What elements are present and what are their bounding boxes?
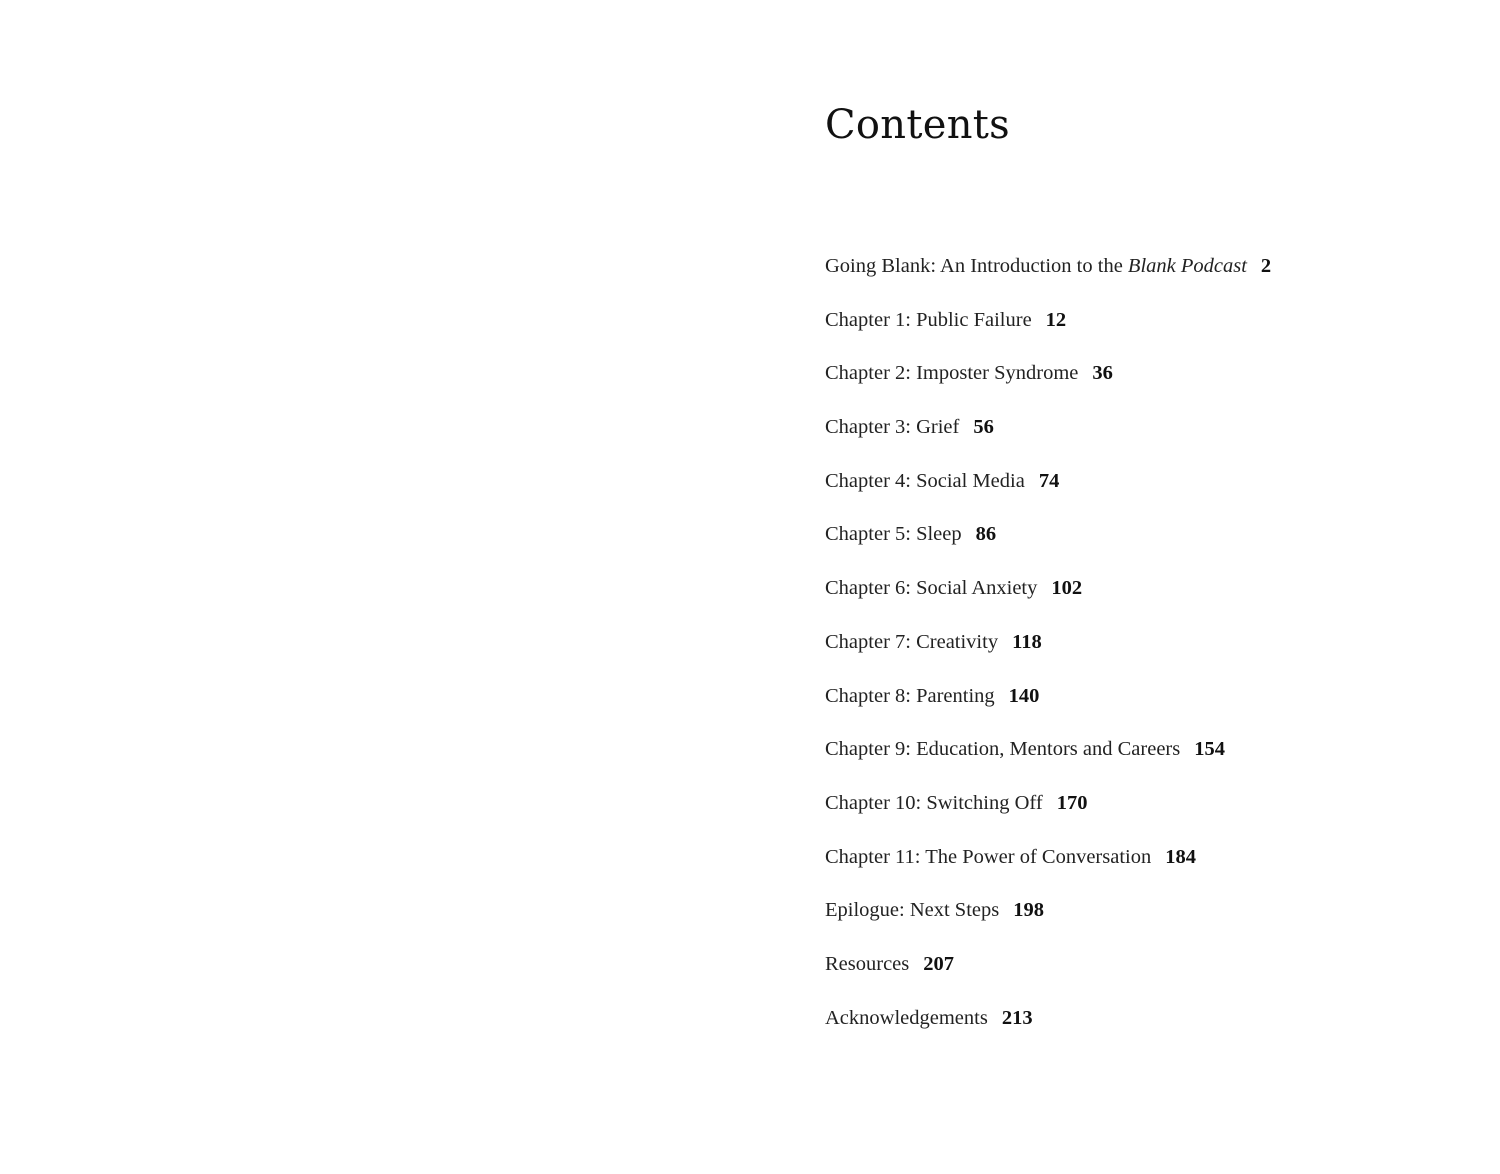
toc-entry — [825, 250, 1271, 304]
toc-entry — [825, 572, 1271, 626]
toc-entry-page: 12 — [1045, 308, 1067, 331]
toc-entry-page: 198 — [1013, 899, 1044, 922]
toc-entry-page: 118 — [1012, 630, 1042, 653]
page-title: Contents — [825, 102, 1010, 148]
toc-entry — [825, 304, 1271, 358]
toc-entry-title: Chapter 8: Parenting — [825, 684, 995, 707]
toc-entry-title: Epilogue: Next Steps — [825, 899, 1000, 922]
toc-entry — [825, 680, 1271, 734]
toc-entry-page: 154 — [1194, 738, 1225, 761]
toc-entry-page: 86 — [975, 523, 997, 546]
toc-entry-title: Chapter 11: The Power of Conversation — [825, 845, 1152, 868]
toc-entry-title: Chapter 6: Social Anxiety — [825, 577, 1038, 600]
toc-entry-title: Acknowledgements — [825, 1006, 988, 1029]
toc-entry — [825, 518, 1271, 572]
right-page — [750, 0, 1500, 1174]
toc-entry — [825, 357, 1271, 411]
toc-entry-page: 184 — [1165, 845, 1196, 868]
toc-entry-page: 36 — [1092, 362, 1113, 385]
toc-entry-page: 56 — [973, 416, 994, 439]
toc-entry-title: Chapter 3: Grief — [825, 416, 960, 439]
toc-entry — [825, 1002, 1271, 1056]
toc-entry-title: Going Blank: An Introduction to the — [825, 255, 1128, 277]
toc-entry-page: 2 — [1260, 255, 1272, 277]
table-of-contents — [825, 250, 1271, 1055]
toc-entry-title: Chapter 4: Social Media — [825, 469, 1025, 492]
toc-entry-title-italic: Blank Podcast — [1127, 255, 1247, 277]
toc-entry — [825, 894, 1271, 948]
toc-entry-title: Chapter 2: Imposter Syndrome — [825, 362, 1079, 385]
toc-entry — [825, 626, 1271, 680]
toc-entry — [825, 787, 1271, 841]
toc-entry-page: 213 — [1001, 1006, 1033, 1029]
toc-entry-title: Resources — [825, 952, 910, 975]
toc-entry-title: Chapter 1: Public Failure — [825, 308, 1032, 331]
toc-entry — [825, 733, 1271, 787]
toc-entry — [825, 411, 1271, 465]
toc-entry-title: Chapter 10: Switching Off — [825, 791, 1043, 814]
toc-entry-page: 102 — [1051, 577, 1083, 600]
toc-entry-page: 207 — [923, 952, 955, 975]
toc-entry-title: Chapter 7: Creativity — [825, 630, 999, 653]
toc-entry — [825, 841, 1271, 895]
toc-entry-title: Chapter 5: Sleep — [825, 523, 962, 546]
toc-entry — [825, 948, 1271, 1002]
toc-entry-page: 170 — [1056, 791, 1088, 814]
toc-entry-page: 74 — [1038, 469, 1060, 492]
toc-entry-page: 140 — [1008, 684, 1040, 707]
toc-entry-title: Chapter 9: Education, Mentors and Careers — [825, 738, 1181, 761]
toc-entry — [825, 465, 1271, 519]
